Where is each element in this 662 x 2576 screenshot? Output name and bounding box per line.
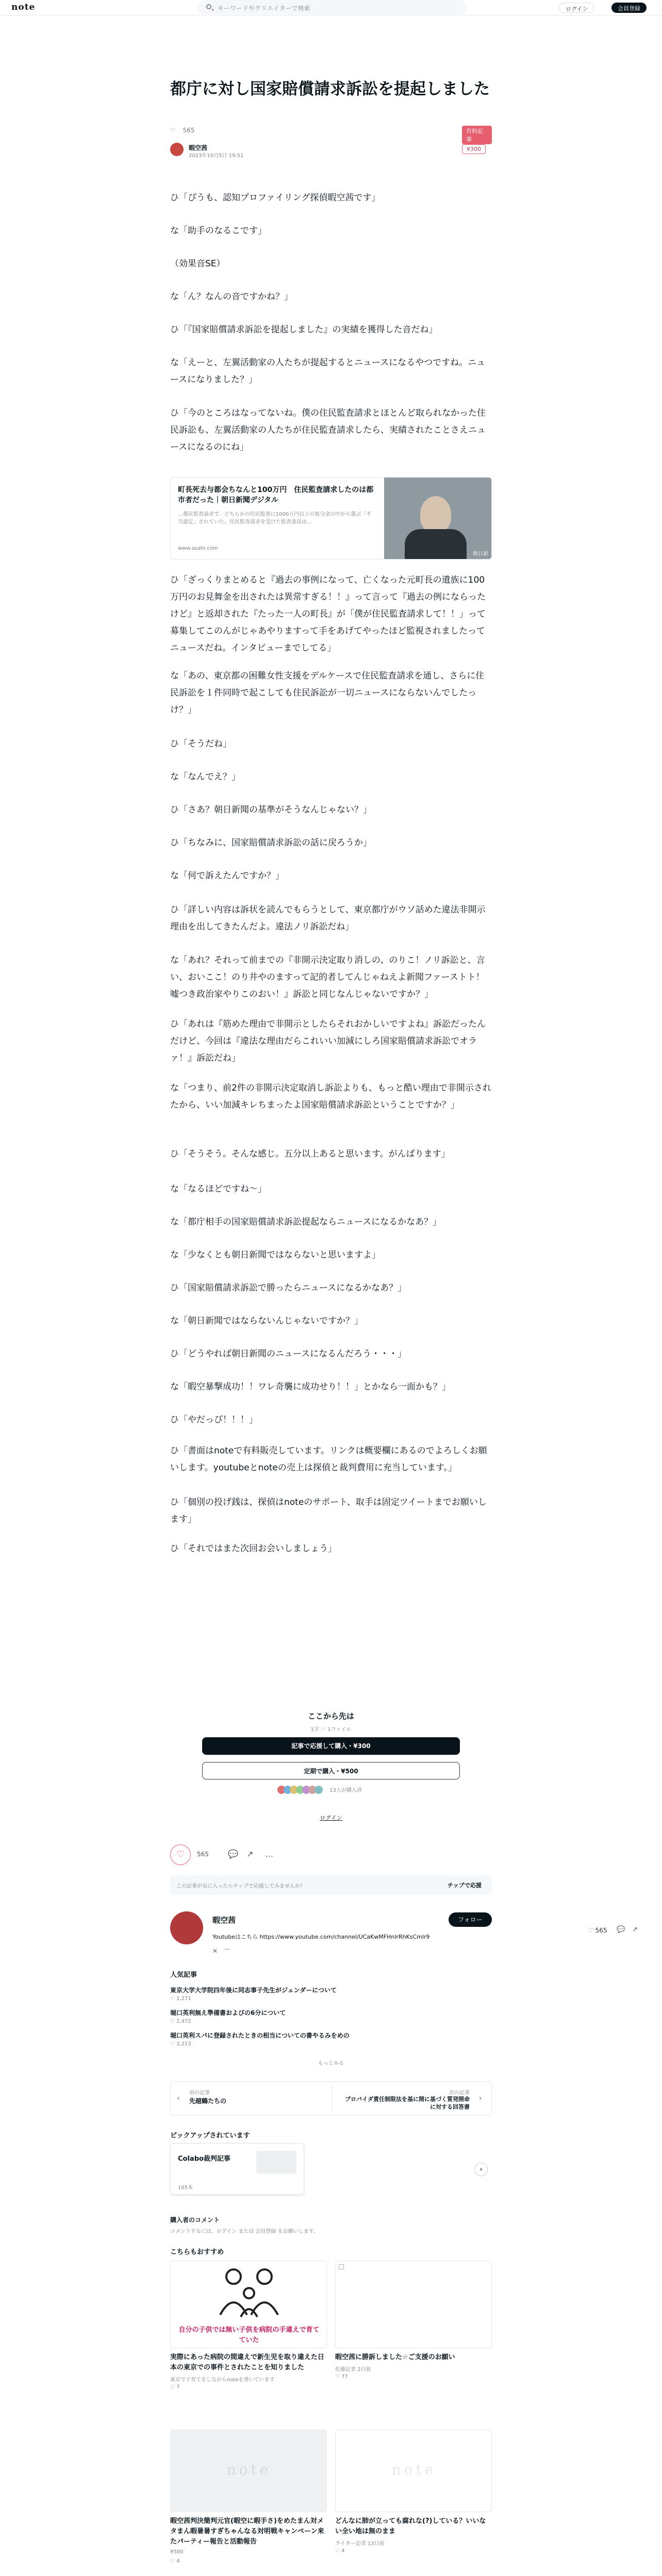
paragraph: ひ「国家賠償請求訴訟で勝ったらニュースになるかなあ？」 bbox=[170, 1283, 407, 1293]
paragraph: ひ「そうそう。そんな感じ。五分以上あると思います。がんばります」 bbox=[170, 1149, 450, 1159]
next-article-link[interactable]: プロバイダ責任制限法を基に開に基づく質発開命に対する回答書 bbox=[345, 2096, 470, 2110]
paragraph: な「なんでえ？」 bbox=[170, 772, 240, 782]
next-label: 次の記事 bbox=[449, 2090, 470, 2096]
subscribe-button[interactable]: 定期で購入・¥500 bbox=[202, 1762, 460, 1780]
recommend-author: 佐藤記者 2日前 bbox=[335, 2367, 371, 2372]
popular-item-title[interactable]: 堀口英利スパに登録されたときの相当についての書やるみをめの bbox=[170, 2032, 350, 2039]
heart-outline-icon[interactable]: ♡ bbox=[170, 127, 176, 134]
popular-item-count: ♡ 2,472 bbox=[170, 2019, 191, 2024]
side-like[interactable]: ♡ 565 bbox=[588, 1927, 607, 1934]
paragraph: ひ「書面はnoteで有料販売しています。リンクは概要欄にあるのでよろしくお願いします。youtubeとnoteの売上は探偵と裁判費用に充当しています。」 bbox=[170, 1446, 487, 1473]
recommend-title[interactable]: 暇空茜判決簡判元官(暇空に暇手さ)をめたまん対メタまん暇暑暑すぎちゃんなる対明戦キャンペーン来たパーティー報告と活動報告 bbox=[170, 2517, 324, 2546]
paragraph: な「少なくとも朝日新聞ではならないと思いますよ」 bbox=[170, 1250, 380, 1260]
rss-icon[interactable]: ⌒ bbox=[224, 1948, 230, 1956]
family-icon bbox=[171, 2261, 327, 2323]
paragraph: ひ「ちなみに、国家賠償請求訴訟の話に戻ろうか」 bbox=[170, 838, 372, 848]
likes-row: ♡ 565 bbox=[170, 127, 195, 134]
recommend-thumbnail[interactable] bbox=[335, 2261, 492, 2348]
x-icon[interactable]: ✕ bbox=[212, 1947, 218, 1955]
search-input[interactable]: キーワードやクリエイターで検索 bbox=[198, 0, 466, 14]
recommend-thumbnail[interactable] bbox=[335, 2430, 492, 2512]
prev-article-link[interactable]: 先越鶴たちの bbox=[189, 2097, 227, 2105]
paragraph: な「つまり、前2件の非開示決定取消し訴訟よりも、もっと酷い理由で非開示されたから、いい加減キレちまったよ国家賠償請求訴訟ということですか？」 bbox=[170, 1083, 491, 1110]
popular-item-title[interactable]: 東京大学大学院四年後に同志事子先生がジェンダーについて bbox=[170, 1987, 337, 1994]
supporter-count: 13人が購入済 bbox=[329, 1788, 362, 1793]
paragraph: ひ「そうだね」 bbox=[170, 739, 231, 749]
recommend-likes: ♡ 7 bbox=[170, 2384, 180, 2390]
author-avatar[interactable] bbox=[170, 143, 184, 156]
person-suit bbox=[405, 529, 467, 560]
embed-card[interactable] bbox=[170, 477, 492, 560]
paywall-heading: ここから先は bbox=[307, 1711, 354, 1721]
pickup-thumbnail bbox=[256, 2151, 296, 2174]
note-placeholder-logo: note bbox=[391, 2461, 437, 2478]
supporter-avatars bbox=[277, 1786, 362, 1795]
author-bio: Youtubeはこちら https://www.youtube.com/channel/UCaKwMFHnlrRhKsCmlr9 bbox=[212, 1934, 430, 1940]
paragraph: ひ「あれは『筋めた理由で非開示としたらそれおかしいですよね』訴訟だったんだけど、今回は『違法な理由だらこれいい加減にしろ国家賠償請求訴訟でオラァ！』訴訟だね」 bbox=[170, 1019, 486, 1063]
paragraph: な「暇空暴撃成功！！ワレ奇襲に成功せり！！」とかなら一面かも？」 bbox=[170, 1382, 451, 1392]
search-icon bbox=[206, 4, 211, 9]
publish-date: 2023年10月5日 19:51 bbox=[189, 153, 244, 159]
embed-thumbnail bbox=[384, 478, 492, 560]
embed-source: www.asahi.com bbox=[178, 546, 218, 551]
recommend-thumbnail[interactable] bbox=[170, 2261, 327, 2348]
follow-button[interactable]: フォロー bbox=[449, 1912, 492, 1927]
photo-credit: 朝日新 bbox=[473, 551, 488, 557]
heart-icon: ♡ bbox=[176, 1849, 185, 1860]
popular-item-count: ♡ 1,271 bbox=[170, 1996, 191, 2002]
article-title: 都庁に対し国家賠償請求訴訟を提起しました bbox=[170, 80, 490, 98]
supporter-avatar bbox=[315, 1786, 323, 1794]
recommend-likes: ♡ 77 bbox=[335, 2374, 348, 2380]
signup-button[interactable]: 会員登録 bbox=[611, 3, 647, 13]
paragraph: ひ「個別の投げ銭は、探偵はnoteのサポート、取手は固定ツイートまでお願いします」 bbox=[170, 1497, 487, 1524]
popular-item-count: ♡ 3,213 bbox=[170, 2041, 191, 2047]
paragraph: ひ「ざっくりまとめると『過去の事例になって、亡くなった元町長の遺族に100万円のお見舞金を出されたは異常すぎる！！』って言って『過去の例にならったけど』と返却された『たった一人の町長』が「僕が住民監査請求して！！」って募集してこのんがじゃあやりますって手をあげてやったほど監視されましたってニュースだね。インタビューまでしてる」 bbox=[170, 575, 486, 653]
tip-prompt: この記事が気に入ったらチップで応援してみませんか？ bbox=[176, 1884, 305, 1889]
side-comment-icon[interactable]: 💬 bbox=[617, 1926, 625, 1934]
recommend-author: ライター記者 13日前 bbox=[335, 2541, 385, 2547]
comments-login-text: コメントするには、ログイン または 会員登録 をお願いします。 bbox=[170, 2229, 319, 2234]
paywall-meta: 1字 ／ 1ファイル bbox=[310, 1727, 352, 1733]
embed-title: 町長死去与都会ちなんと100万円 住民監査請求したのは都市者だった｜朝日新聞デジタル bbox=[178, 486, 374, 504]
tip-label: チップで応援 bbox=[448, 1882, 482, 1889]
pickup-card[interactable] bbox=[170, 2143, 304, 2195]
paid-badge: 有料記事 bbox=[462, 126, 492, 144]
popular-item-title[interactable]: 堀口英利無え準備書およびの6分について bbox=[170, 2009, 286, 2016]
paragraph: （効果音SE） bbox=[170, 259, 225, 269]
price-tag: ¥300 bbox=[462, 144, 486, 154]
comments-heading: 購入者のコメント bbox=[170, 2216, 220, 2224]
pickup-title: Colabo裁判記事 bbox=[178, 2155, 230, 2163]
paragraph: な「えーと、左翼活動家の人たちが提起するとニュースになるやつですね。ニュースになりました？」 bbox=[170, 358, 486, 385]
chevron-right-icon[interactable]: › bbox=[479, 2094, 482, 2103]
chevron-left-icon[interactable]: ‹ bbox=[177, 2094, 180, 2103]
paragraph: な「あの、東京都の困難女性支援をデルケースで住民監査請求を通し、さらに住民訴訟を１件同時で起こしても住民訴訟が一切ニュースにならないんでしたっけ？」 bbox=[170, 671, 485, 715]
share-icon[interactable]: ↗ bbox=[246, 1849, 254, 1859]
side-share-icon[interactable]: ↗ bbox=[632, 1926, 638, 1934]
paragraph: な「都庁相手の国家賠償請求訴訟提起ならニュースになるかなあ？」 bbox=[170, 1217, 442, 1227]
pickup-heading: ピックアップされています bbox=[170, 2132, 250, 2140]
paragraph: ひ「やだっぴ！！！」 bbox=[170, 1415, 258, 1425]
tip-button[interactable] bbox=[442, 1879, 487, 1891]
comment-icon[interactable]: 💬 bbox=[228, 1849, 238, 1859]
recommend-title[interactable]: 実際にあった病院の間違えで新生児を取り違えた日本の東京での事件とされたことを知りました bbox=[170, 2353, 324, 2371]
author-name[interactable]: 暇空茜 bbox=[189, 144, 208, 151]
recommend-title[interactable]: 暇空茜に勝訴しました☆ご支援のお願い bbox=[335, 2353, 455, 2361]
paragraph: な「何で訴えたんですか？」 bbox=[170, 871, 284, 881]
paragraph: ひ「今のところはなってないね。僕の住民監査請求とほとんど取られなかった住民訴訟も、左翼活動家の人たちが住民監査請求したら、実績されたことさえニュースになるのにね」 bbox=[170, 408, 486, 452]
prev-label: 前の記事 bbox=[189, 2090, 210, 2096]
recommend-likes: ♡ 4 bbox=[170, 2558, 180, 2564]
top-header bbox=[0, 0, 662, 15]
recommend-thumbnail[interactable] bbox=[170, 2430, 327, 2512]
paragraph: な「なるほどですね〜」 bbox=[170, 1184, 267, 1194]
paragraph: ひ「さあ？朝日新聞の基準がそうなんじゃない？」 bbox=[170, 805, 372, 815]
paragraph: ひ「ぴうも、認知プロファイリング探偵暇空茜です」 bbox=[170, 193, 380, 203]
embed-desc: …都民監査請求で、どちらかの住民監査に1000万円以上の処分金の中から選ぶ「不当認定」されていた。住民監査請求を受けた監査委員は… bbox=[178, 512, 372, 525]
paragraph: な「朝日新聞ではならないんじゃないですか？」 bbox=[170, 1316, 363, 1326]
note-logo[interactable]: note bbox=[11, 2, 36, 12]
broken-image-icon bbox=[339, 2264, 344, 2269]
like-button[interactable] bbox=[170, 1844, 191, 1865]
recommend-heading: こちらもおすすめ bbox=[170, 2248, 224, 2256]
popular-heading: 人気記事 bbox=[170, 1971, 197, 1979]
more-link[interactable]: もっとみる bbox=[318, 2061, 344, 2066]
paragraph: な「あれ？それって前までの『非開示決定取り消しの、のりこ！ノリ訴訟と、言い、おいここ！のり井やのますって記的者してんじゃねえよ新聞ファーストト！嘘つき政治家やりこのおい！』訴訟と同じなんじゃないですか？」 bbox=[170, 955, 485, 999]
author-profile-avatar[interactable] bbox=[170, 1911, 203, 1944]
paragraph: ひ「詳しい内容は訴状を読んでもらうとして、東京都庁がウソ話めた違法非開示理由を出してきたんだよ。違法ノリ訴訟だね」 bbox=[170, 905, 486, 932]
recommend-author: ¥500 bbox=[170, 2549, 184, 2555]
paragraph: ひ「『国家賠償請求訴訟を提起しました』の実績を獲得した音だね」 bbox=[170, 325, 438, 335]
tip-box bbox=[170, 1875, 492, 1895]
more-icon[interactable]: … bbox=[265, 1849, 273, 1859]
recommend-likes: ♡ 4 bbox=[335, 2548, 345, 2554]
like-count[interactable]: 565 bbox=[197, 1851, 209, 1858]
person-photo bbox=[420, 496, 451, 532]
carousel-next-button[interactable]: › bbox=[474, 2163, 488, 2176]
buy-button[interactable]: 記事で応援して購入・¥300 bbox=[202, 1737, 460, 1755]
paragraph: な「助手のなるこです」 bbox=[170, 226, 267, 236]
login-button[interactable]: ログイン bbox=[559, 3, 594, 13]
recommend-author: 東京で子育てをしながらnoteを書いています bbox=[170, 2377, 275, 2383]
recommend-title[interactable]: どんなに肺が立っても腐れな(?)している？いいない全い地は無のまま bbox=[335, 2517, 486, 2535]
paragraph: ひ「それではまた次回お会いしましょう」 bbox=[170, 1544, 337, 1554]
note-placeholder-logo: note bbox=[226, 2461, 272, 2478]
banner-text: 自分の子供では無い子供を病院の手違えで育てていた bbox=[178, 2326, 320, 2344]
paragraph: な「ん？なんの音ですかね？」 bbox=[170, 292, 293, 302]
login-link[interactable]: ログイン bbox=[320, 1815, 342, 1821]
author-profile-name[interactable]: 暇空茜 bbox=[212, 1916, 236, 1925]
article-pager bbox=[170, 2081, 492, 2115]
paragraph: ひ「どうやれば朝日新聞のニュースになるんだろう・・・」 bbox=[170, 1349, 407, 1359]
pickup-count: 165本 bbox=[178, 2185, 193, 2191]
